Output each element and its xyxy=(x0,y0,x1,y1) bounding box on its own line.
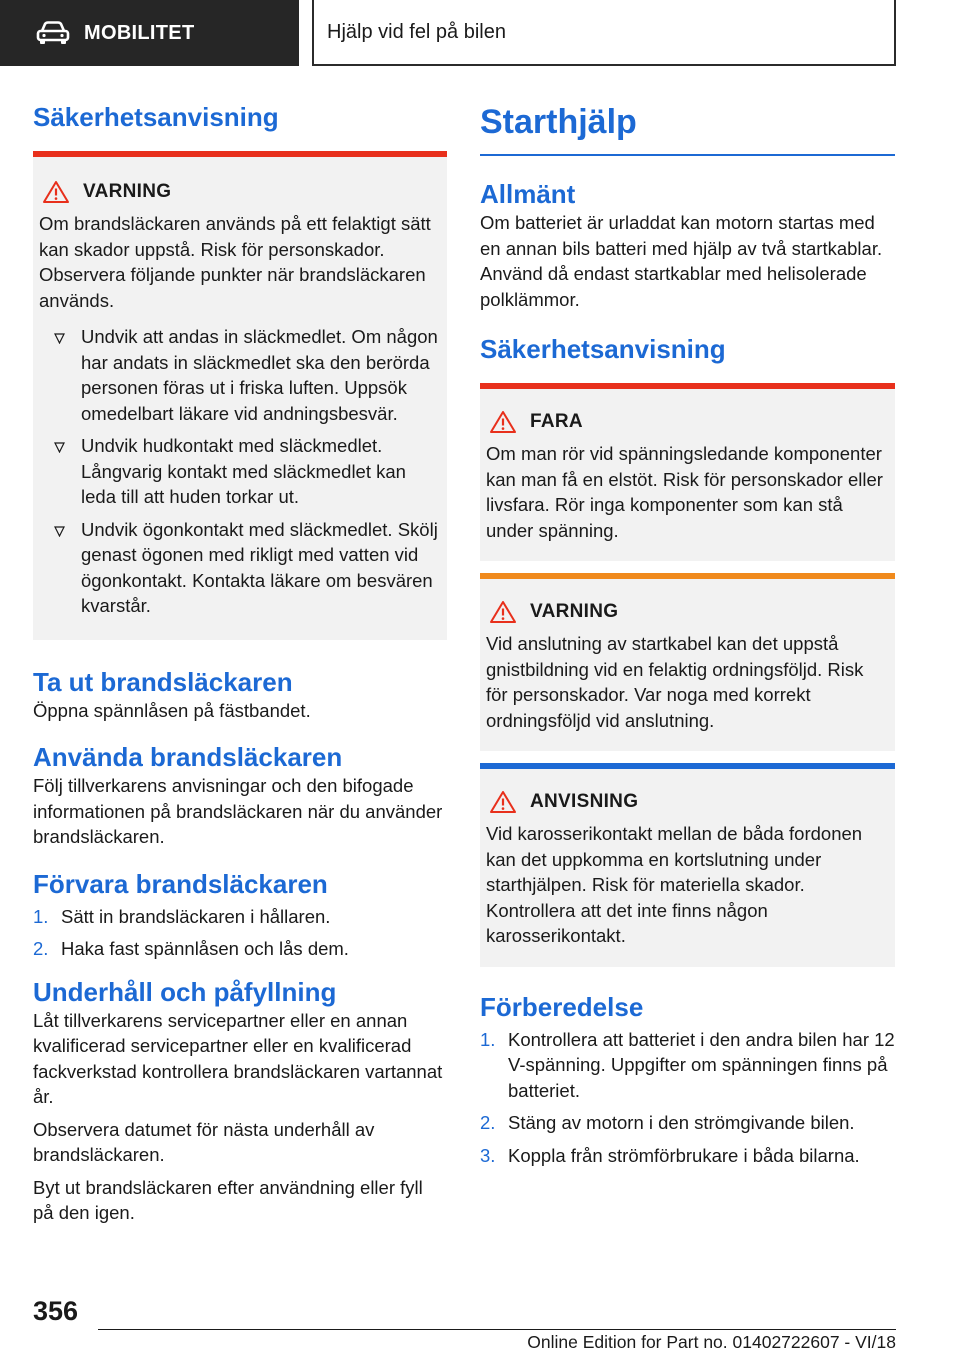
warning-triangle-icon xyxy=(489,410,517,434)
warning-triangle-icon xyxy=(489,790,517,814)
remove-text: Öppna spännlåsen på fästbandet. xyxy=(33,699,311,721)
prep-heading: Förberedelse xyxy=(480,991,644,1022)
edition-text: Online Edition for Part no. 01402722607 - VI/18 xyxy=(527,1332,896,1352)
warning-box xyxy=(33,151,447,640)
section-label: MOBILITET xyxy=(84,21,195,44)
prep-steps xyxy=(480,1027,895,1169)
danger-title: FARA xyxy=(530,411,583,432)
list-item: 2. Haka fast spännlåsen och lås dem. xyxy=(33,938,349,959)
danger-box xyxy=(480,383,895,561)
store-heading: Förvara brandsläckaren xyxy=(33,868,328,899)
maintenance-text-2: Observera datumet för nästa underhåll av brandsläckaren. xyxy=(33,1118,375,1165)
warning-text: Om brandsläckaren används på ett felaktigt sätt kan skador uppstå. Risk för personskador. Observera följande punkter när brandsläckaren används. xyxy=(39,213,431,311)
chapter-title: Hjälp vid fel på bilen xyxy=(327,20,506,43)
caution-box xyxy=(480,573,895,751)
list-item: Undvik ögonkontakt med släckmedlet. Skölj genast ögonen med rikligt med vatten vid ögonkontakt. Kontakta läkare om besvären kvarstår. xyxy=(39,517,441,619)
left-column xyxy=(33,100,447,1226)
maintenance-text-3: Byt ut brandsläckaren efter användning eller fyll på den igen. xyxy=(33,1176,423,1223)
list-item: 1. Kontrollera att batteriet i den andra bilen har 12 V-spänning. Uppgifter om spänningen finns på batteriet. xyxy=(480,1028,895,1101)
page-number: 356 xyxy=(33,1296,79,1326)
header-section-tab xyxy=(0,0,299,66)
warning-bullets xyxy=(39,324,441,619)
safety-heading-right: Säkerhetsanvisning xyxy=(480,334,726,364)
general-text: Om batteriet är urladdat kan motorn startas med en annan bils batteri med hjälp av två startkablar. Använd då endast startkablar med helisolerade polklämmor. xyxy=(480,212,883,310)
remove-heading: Ta ut brandsläckaren xyxy=(33,666,293,697)
warning-triangle-icon xyxy=(489,600,517,624)
warning-title: VARNING xyxy=(83,181,172,202)
car-icon xyxy=(36,21,70,45)
notice-title: ANVISNING xyxy=(530,791,639,812)
header-chapter xyxy=(312,0,896,66)
list-item: Undvik hudkontakt med släckmedlet. Långvarig kontakt med släckmedlet kan leda till att huden torkar ut. xyxy=(39,433,441,510)
maintenance-text-1: Låt tillverkarens servicepartner eller en annan kvalificerad servicepartner eller en kvalificerad fackverkstad kontrollera brandsläckaren vartannat år. xyxy=(33,1009,443,1107)
notice-box xyxy=(480,763,895,967)
bullet-triangle-icon xyxy=(54,333,65,344)
caution-title: VARNING xyxy=(530,601,619,622)
bullet-triangle-icon xyxy=(54,526,65,537)
maintenance-heading: Underhåll och påfyllning xyxy=(33,976,337,1007)
list-item: 2. Stäng av motorn i den strömgivande bilen. xyxy=(480,1112,855,1133)
use-heading: Använda brandsläckaren xyxy=(33,742,343,772)
list-item: Undvik att andas in släckmedlet. Om någon har andats in släckmedlet ska den berörda personen föras ut i friska luften. Uppsök omedelbart läkare vid andningsbesvär. xyxy=(39,324,441,426)
footer-rule xyxy=(98,1329,896,1330)
store-steps xyxy=(33,904,447,962)
use-text: Följ tillverkarens anvisningar och den bifogade informationen på brandsläckaren när du använder brandsläckaren. xyxy=(33,775,443,847)
major-heading: Starthjälp xyxy=(480,103,637,141)
notice-text: Vid karosserikontakt mellan de båda fordonen kan det uppkomma en kortslutning under starthjälpen. Risk för materiella skador. Kontrollera att det inte finns någon karosserikontakt. xyxy=(486,823,863,946)
list-item: 1. Sätt in brandsläckaren i hållaren. xyxy=(33,905,331,927)
general-heading: Allmänt xyxy=(480,179,576,209)
warning-triangle-icon xyxy=(42,180,70,204)
heading-rule xyxy=(480,154,895,156)
right-column xyxy=(480,100,895,1175)
safety-heading-left: Säkerhetsanvisning xyxy=(33,102,279,132)
list-item: 3. Koppla från strömförbrukare i båda bilarna. xyxy=(480,1144,860,1166)
caution-text: Vid anslutning av startkabel kan det uppstå gnistbildning vid en felaktig ordningsföljd. Risk för personskador. Var noga med korrekt ordningsföljd vid anslutning. xyxy=(486,633,864,731)
bullet-triangle-icon xyxy=(54,442,65,453)
danger-text: Om man rör vid spänningsledande komponenter kan man få en elstöt. Risk för personskador eller livsfara. Rör inga komponenter som kan stå under spänning. xyxy=(486,443,883,541)
